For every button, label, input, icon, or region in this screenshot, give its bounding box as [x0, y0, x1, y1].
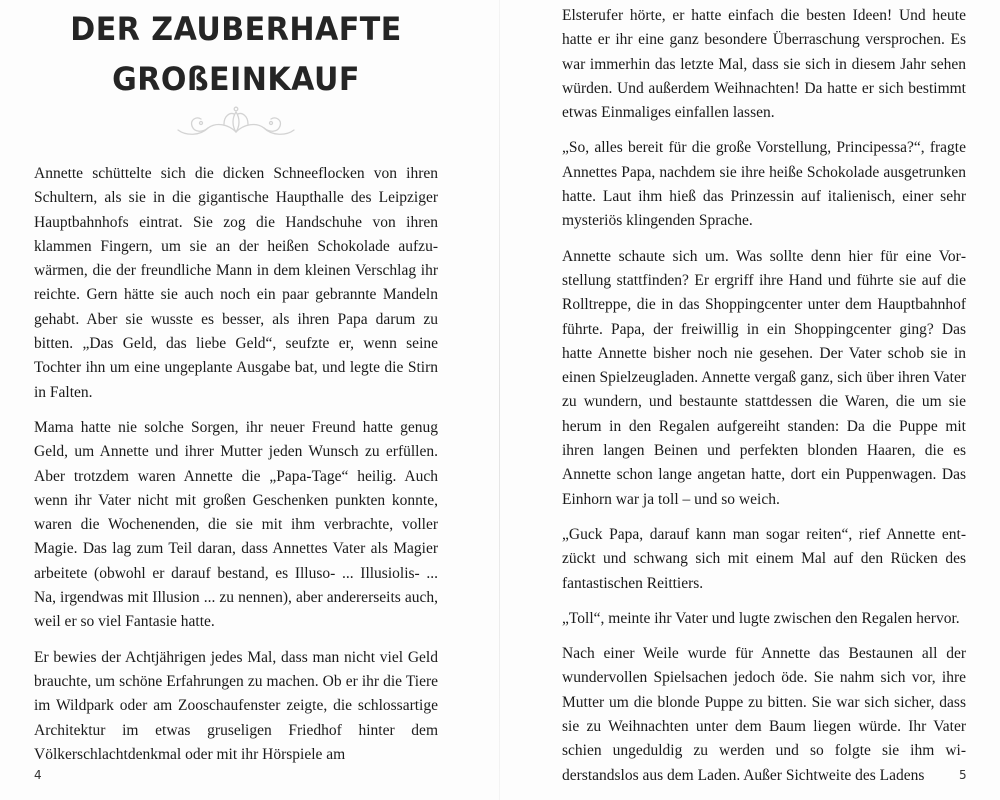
paragraph: Annette schaute sich um. Was sollte denn hier für eine Vorstellung stattfinden? Er ergriff ihre Hand und führte sie auf die Rolltreppe, die in das Shoppingcenter unter dem Hauptbahnhof führte. Papa, der freiwillig in ein Shoppingcenter ging? Das hatte Annette bisher noch nie gesehen. Der Vater schob sie in einen Spielzeugladen. Annette vergaß ganz, sich über ihren Vater zu wundern, und bestaunte stattdessen die Waren, die um sie herum in den Regalen aufgereiht standen: Da die Puppe mit ihren langen Beinen und perfekten blonden Haaren, die es Annette schon lange angetan hatte, dort ein Puppenwagen. Das Einhorn war ja toll – und so weich.: [562, 247, 966, 508]
paragraph: „Guck Papa, darauf kann man sogar reiten“, rief Annette entzückt und schwang sich mit einem Mal auf den Rücken des fantastischen Reittiers.: [562, 525, 966, 592]
paragraph: Annette schüttelte sich die dicken Schneeflocken von ihren Schultern, als sie in die gigantische Haupthalle des Leipziger Hauptbahnhofs eintrat. Sie zog die Handschuhe von ihren klammen Fingern, um sie an der heißen Schokolade aufzuwärmen, die der freundliche Mann in dem kleinen Verschlag ihr reichte. Gern hätte sie auch noch ein paar gebrannte Mandeln gehabt. Aber sie wusste es besser, als ihren Papa darum zu bitten. „Das Geld, das liebe Geld“, seufzte er, wenn seine Tochter ihn um eine ungeplante Ausgabe bat, und legte die Stirn in Falten.: [34, 165, 438, 401]
paragraph: „So, alles bereit für die große Vorstellung, Principessa?“, fragte Annettes Papa, nachdem sie ihre heiße Schokolade ausgetrunken hatte. Laut ihm hieß das Prinzessin auf italienisch, einer sehr mysteriös klingenden Sprache.: [562, 139, 966, 230]
left-page-text: [34, 162, 438, 778]
page-number-left: 4: [34, 768, 42, 782]
flourish-ornament-icon: [172, 104, 300, 144]
left-page: [0, 0, 499, 800]
right-page: [500, 0, 1000, 800]
paragraph: Er bewies der Achtjährigen jedes Mal, dass man nicht viel Geld brauchte, um schöne Erfahrungen zu machen. Ob er ihr die Tiere im Wildpark oder am Zooschaufenster zeigte, die schlossartige Architektur im etwas gruseligen Friedhof hinter dem Völkerschlachtdenkmal oder mit ihr Hörspiele am: [34, 648, 438, 763]
chapter-title-line-1: DER ZAUBERHAFTE: [70, 10, 402, 48]
paragraph: Nach einer Weile wurde für Annette das Bestaunen all der wundervollen Spielsachen jedoch öde. Sie nahm sich vor, ihre Mutter um die blonde Puppe zu bitten. Sie war sich sicher, dass sie zu Weihnachten unter dem Baum liegen würde. Ihr Vater schien ungeduldig zu werden und so folgte sie ihm widerstandslos aus dem Laden. Außer Sichtweite des Ladens: [562, 645, 966, 784]
right-page-text: [562, 4, 966, 799]
page-number-right: 5: [959, 768, 967, 782]
paragraph: „Toll“, meinte ihr Vater und lugte zwischen den Regalen hervor.: [562, 609, 960, 627]
paragraph: Elsterufer hörte, er hatte einfach die besten Ideen! Und heute hatte er ihr eine ganz besondere Überraschung versprochen. Es war immerhin das letzte Mal, dass sie sich in diesem Jahr sehen würden. Und außerdem Weihnachten! Da hatte er sich bestimmt etwas Einmaliges einfallen lassen.: [562, 7, 966, 122]
paragraph: Mama hatte nie solche Sorgen, ihr neuer Freund hatte genug Geld, um Annette und ihrer Mutter jeden Wunsch zu erfüllen. Aber trotzdem waren Annette die „Papa-Tage“ heilig. Auch wenn ihr Vater nicht mit großen Geschenken punkten konnte, waren die Wochenenden, die sie mit ihm verbrachte, voller Magie. Das lag zum Teil daran, dass Annettes Vater als Magier arbeitete (obwohl er darauf bestand, es Illuso- ... Illusiolis- ... Na, irgendwas mit Illusion ... zu nennen), aber andererseits auch, weil er so viel Fantasie hatte.: [34, 418, 438, 631]
chapter-title-line-2: GROßEINKAUF: [112, 60, 360, 98]
chapter-title: [46, 4, 426, 104]
